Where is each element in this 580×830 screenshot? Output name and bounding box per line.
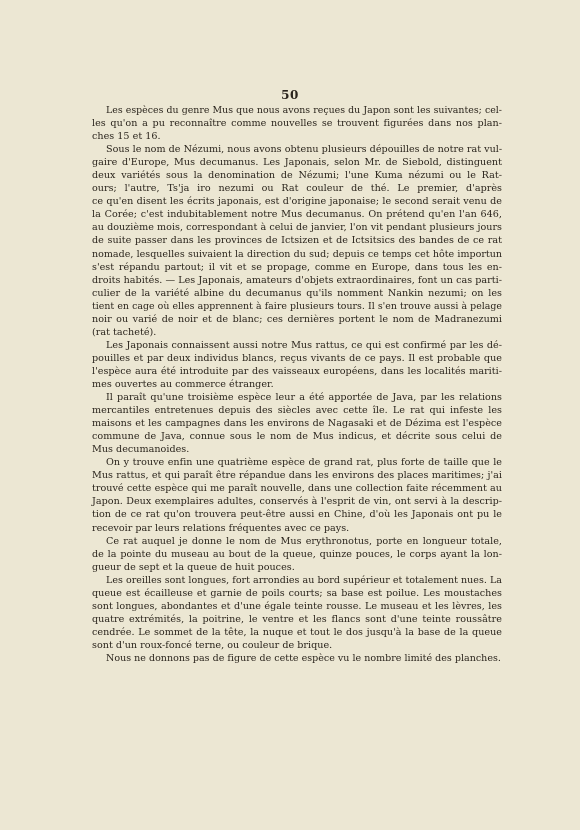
text-line: (rat tacheté). [92, 326, 157, 338]
text-line: Les Japonais connaissent aussi notre Mus rattus, ce qui est confirmé par les dé- [106, 339, 502, 351]
text-line: gueur de sept et la queue de huit pouces. [92, 561, 295, 573]
text-line: Ce rat auquel je donne le nom de Mus erythronotus, porte en longueur totale, [106, 535, 502, 547]
paragraph [92, 143, 502, 339]
text-line: noir ou varié de noir et de blanc; ces dernières portent le nom de Madranezumi [92, 313, 502, 325]
text-line: tient en cage où elles apprennent à faire plusieurs tours. Il s'en trouve aussi à pelage [92, 300, 502, 312]
paragraph [92, 456, 502, 534]
text-line: gaire d'Europe, Mus decumanus. Les Japonais, selon Mr. de Siebold, distinguent [92, 157, 502, 169]
paragraph [92, 535, 502, 574]
text-line: deux variétés sous la denomination de Nézumi; l'une Kuma nézumi ou le Rat- [92, 170, 502, 182]
text-line: Sous le nom de Nézumi, nous avons obtenu plusieurs dépouilles de notre rat vul- [106, 144, 503, 156]
paragraph [92, 391, 502, 456]
text-line: au douzième mois, correspondant à celui de janvier, l'on vit pendant plusieurs jours [92, 222, 502, 234]
text-line: Mus decumanoides. [92, 444, 190, 456]
text-line: Japon. Deux exemplaires adultes, conservés à l'esprit de vin, ont servi à la descrip- [92, 496, 502, 508]
text-line: cendrée. Le sommet de la tête, la nuque et tout le dos jusqu'à la base de la queue [92, 626, 502, 638]
page-number: 50 [281, 88, 299, 102]
text-line: queue est écailleuse et garnie de poils courts; sa base est poilue. Les moustaches [92, 587, 502, 599]
text-line: sont longues, abondantes et d'une égale teinte rousse. Le museau et les lèvres, les [92, 600, 502, 612]
text-line: de suite passer dans les provinces de Ictsizen et de Ictsitsics des bandes de ce rat [92, 235, 502, 247]
text-line: tion de ce rat qu'on trouvera peut-être aussi en Chine, d'où les Japonais ont pu le [92, 509, 502, 521]
text-line: quatre extrémités, la poitrine, le ventre et les flancs sont d'une teinte roussâtre [92, 613, 502, 625]
text-line: mercantiles entretenues depuis des siècles avec cette île. Le rat qui infeste les [92, 405, 502, 417]
text-line: ches 15 et 16. [92, 131, 161, 143]
text-line: nomade, lesquelles suivaient la direction du sud; depuis ce temps cet hôte importun [92, 248, 502, 260]
text-line: recevoir par leurs relations fréquentes avec ce pays. [92, 522, 350, 534]
paragraph [92, 339, 502, 391]
text-line: ours; l'autre, Ts'ja iro nezumi ou Rat couleur de thé. Le premier, d'après [92, 183, 502, 195]
paragraph [92, 104, 502, 143]
text-line: On y trouve enfin une quatrième espèce de grand rat, plus forte de taille que le [106, 457, 502, 469]
text-line: Mus rattus, et qui paraît être répandue dans les environs des places maritimes; j'ai [92, 470, 502, 482]
text-line: commune de Java, connue sous le nom de Mus indicus, et décrite sous celui de [92, 431, 502, 443]
text-line: la Corée; c'est indubitablement notre Mus decumanus. On prétend qu'en l'an 646, [92, 209, 502, 221]
text-line: les qu'on a pu reconnaître comme nouvelles se trouvent figurées dans nos plan- [92, 118, 502, 130]
paragraph [92, 574, 502, 652]
text-line: s'est répandu partout; il vit et se propage, comme en Europe, dans tous les en- [92, 261, 502, 273]
text-line: mes ouvertes au commerce étranger. [92, 378, 274, 390]
text-line: culier de la variété albine du decumanus qu'ils nomment Nankin nezumi; on les [92, 287, 502, 299]
text-line: Nous ne donnons pas de figure de cette espèce vu le nombre limité des planches. [106, 652, 501, 664]
text-line: Il paraît qu'une troisième espèce leur a été apportée de Java, par les relations [106, 392, 502, 404]
text-line: de la pointe du museau au bout de la queue, quinze pouces, le corps ayant la lon- [92, 548, 502, 560]
text-line: l'espèce aura été introduite par des vaisseaux européens, dans les localités mariti- [92, 365, 502, 377]
text-line: Les oreilles sont longues, fort arrondies au bord supérieur et totalement nues. La [106, 574, 502, 586]
body-text [92, 104, 502, 665]
text-line: sont d'un roux-foncé terne, ou couleur de brique. [92, 639, 333, 651]
text-line: Les espèces du genre Mus que nous avons reçues du Japon sont les suivantes; cel- [106, 105, 502, 116]
text-line: droits habités. — Les Japonais, amateurs d'objets extraordinaires, font un cas parti- [92, 274, 502, 286]
paragraph [92, 652, 502, 665]
text-line: pouilles et par deux individus blancs, reçus vivants de ce pays. Il est probable que [92, 352, 502, 364]
text-line: ce qu'en disent les écrits japonais, est d'origine japonaise; le second serait venu de [92, 196, 502, 208]
text-line: maisons et les campagnes dans les environs de Nagasaki et de Dézima est l'espèce [92, 418, 502, 430]
text-line: trouvé cette espèce qui me paraît nouvelle, dans une collection faite récemment au [92, 483, 502, 495]
